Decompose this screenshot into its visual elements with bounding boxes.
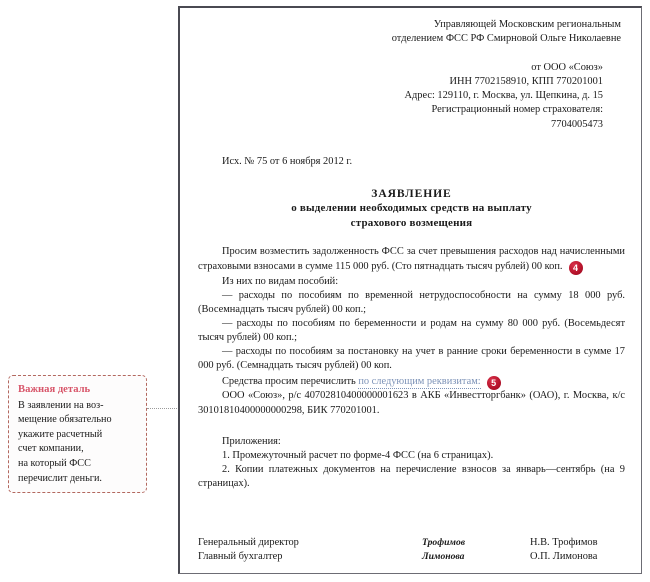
request-paragraph (198, 245, 625, 274)
important-detail-callout (8, 375, 147, 493)
breakdown-intro-text: Из них по видам пособий: (222, 275, 339, 287)
signatory-autograph: Лимонова (422, 551, 465, 563)
sender-reg-label-line: Регистрационный номер страхователя: (431, 104, 603, 116)
marker-badge-4: 4 (569, 261, 583, 275)
callout-line: на который ФСС (18, 457, 91, 469)
breakdown-intro (198, 275, 625, 289)
attachments-title (198, 435, 625, 449)
signatory-position: Главный бухгалтер (198, 551, 283, 563)
callout-body (18, 399, 138, 487)
signatory-name: Н.В. Трофимов (530, 537, 598, 548)
request-paragraph-block (198, 245, 625, 274)
callout-line: перечислит деньги. (18, 472, 102, 484)
attachment-item (198, 463, 625, 491)
transfer-details-block (198, 374, 625, 417)
bank-details-text: ООО «Союз», р/с 40702810400000001623 в АКБ «Инвестторгбанк» (ОАО), г. Москва, к/с 30101810400000000298, БИК 770201001. (198, 390, 625, 416)
document-title-block (198, 187, 625, 231)
breakdown-item-text: — расходы по пособиям по временной нетрудоспособности на сумму 18 000 руб. (Восемнадцать тысяч рублей) 00 коп.; (198, 289, 625, 315)
outgoing-number: Исх. № 75 от 6 ноября 2012 г. (222, 155, 353, 167)
callout-line: В заявлении на воз- (18, 399, 104, 411)
signatory-name: О.П. Лимонова (530, 551, 598, 563)
callout-line: укажите расчетный (18, 428, 103, 440)
attachment-item-text: 2. Копии платежных документов на перечисление взносов за январь—сентябрь (на 9 страницах). (198, 463, 625, 489)
page-title: ЗАЯВЛЕНИЕ (371, 186, 452, 200)
sender-requisites-block (198, 61, 625, 131)
callout-line: счет компании, (18, 443, 84, 455)
addressee-line: отделением ФСС РФ Смирновой Ольге Николаевне (391, 33, 621, 45)
sender-address-line: Адрес: 129110, г. Москва, ул. Щепкина, д. 15 (404, 90, 603, 102)
addressee-block (198, 18, 625, 46)
request-paragraph-text: Просим возместить задолженность ФСС за счет превышения расходов над начисленными страховыми взносами в сумме 115 000 руб. (Сто пятнадцать тысяч рублей) 00 коп. (198, 245, 625, 272)
signature-row (198, 550, 625, 564)
signature-block (198, 536, 625, 565)
signature-row (198, 536, 625, 550)
breakdown-item-text: — расходы по пособиям за постановку на учет в ранние сроки беременности в сумме 17 000 руб. (Семнадцать тысяч рублей) 00 коп. (198, 346, 625, 372)
transfer-instruction (198, 374, 625, 389)
attachments-block (198, 435, 625, 491)
document-body (198, 18, 625, 491)
page-subtitle-line-1: о выделении необходимых средств на выплату (291, 202, 532, 215)
sender-inn-kpp-line: ИНН 7702158910, КПП 770201001 (449, 76, 603, 88)
signatory-position: Генеральный директор (198, 537, 299, 548)
breakdown-block (198, 275, 625, 374)
signatory-autograph: Трофимов (422, 537, 466, 548)
document-sheet (178, 6, 642, 574)
breakdown-item-text: — расходы по пособиям по беременности и родам на сумму 80 000 руб. (Восемьдесят тысяч рублей) 00 коп.; (198, 318, 625, 344)
bank-details (198, 389, 625, 417)
breakdown-item (198, 345, 625, 373)
addressee-line: Управляющей Московским региональным (433, 19, 621, 30)
transfer-instruction-prefix: Средства просим перечислить (222, 376, 359, 388)
attachment-item (198, 449, 625, 463)
callout-title: Важная деталь (18, 384, 91, 395)
callout-line: мещение обязательно (18, 414, 112, 426)
page-subtitle-line-2: страхового возмещения (350, 216, 473, 229)
breakdown-item (198, 289, 625, 317)
attachment-item-text: 1. Промежуточный расчет по форме-4 ФСС (на 6 страницах). (222, 449, 494, 461)
sender-reg-number-line: 7704005473 (551, 118, 603, 130)
marker-badge-5: 5 (487, 376, 501, 390)
breakdown-item (198, 317, 625, 345)
attachments-title-text: Приложения: (222, 435, 281, 447)
transfer-requisites-highlight: по следующим реквизитам: (358, 376, 481, 388)
sender-name-line: от ООО «Союз» (531, 62, 603, 74)
